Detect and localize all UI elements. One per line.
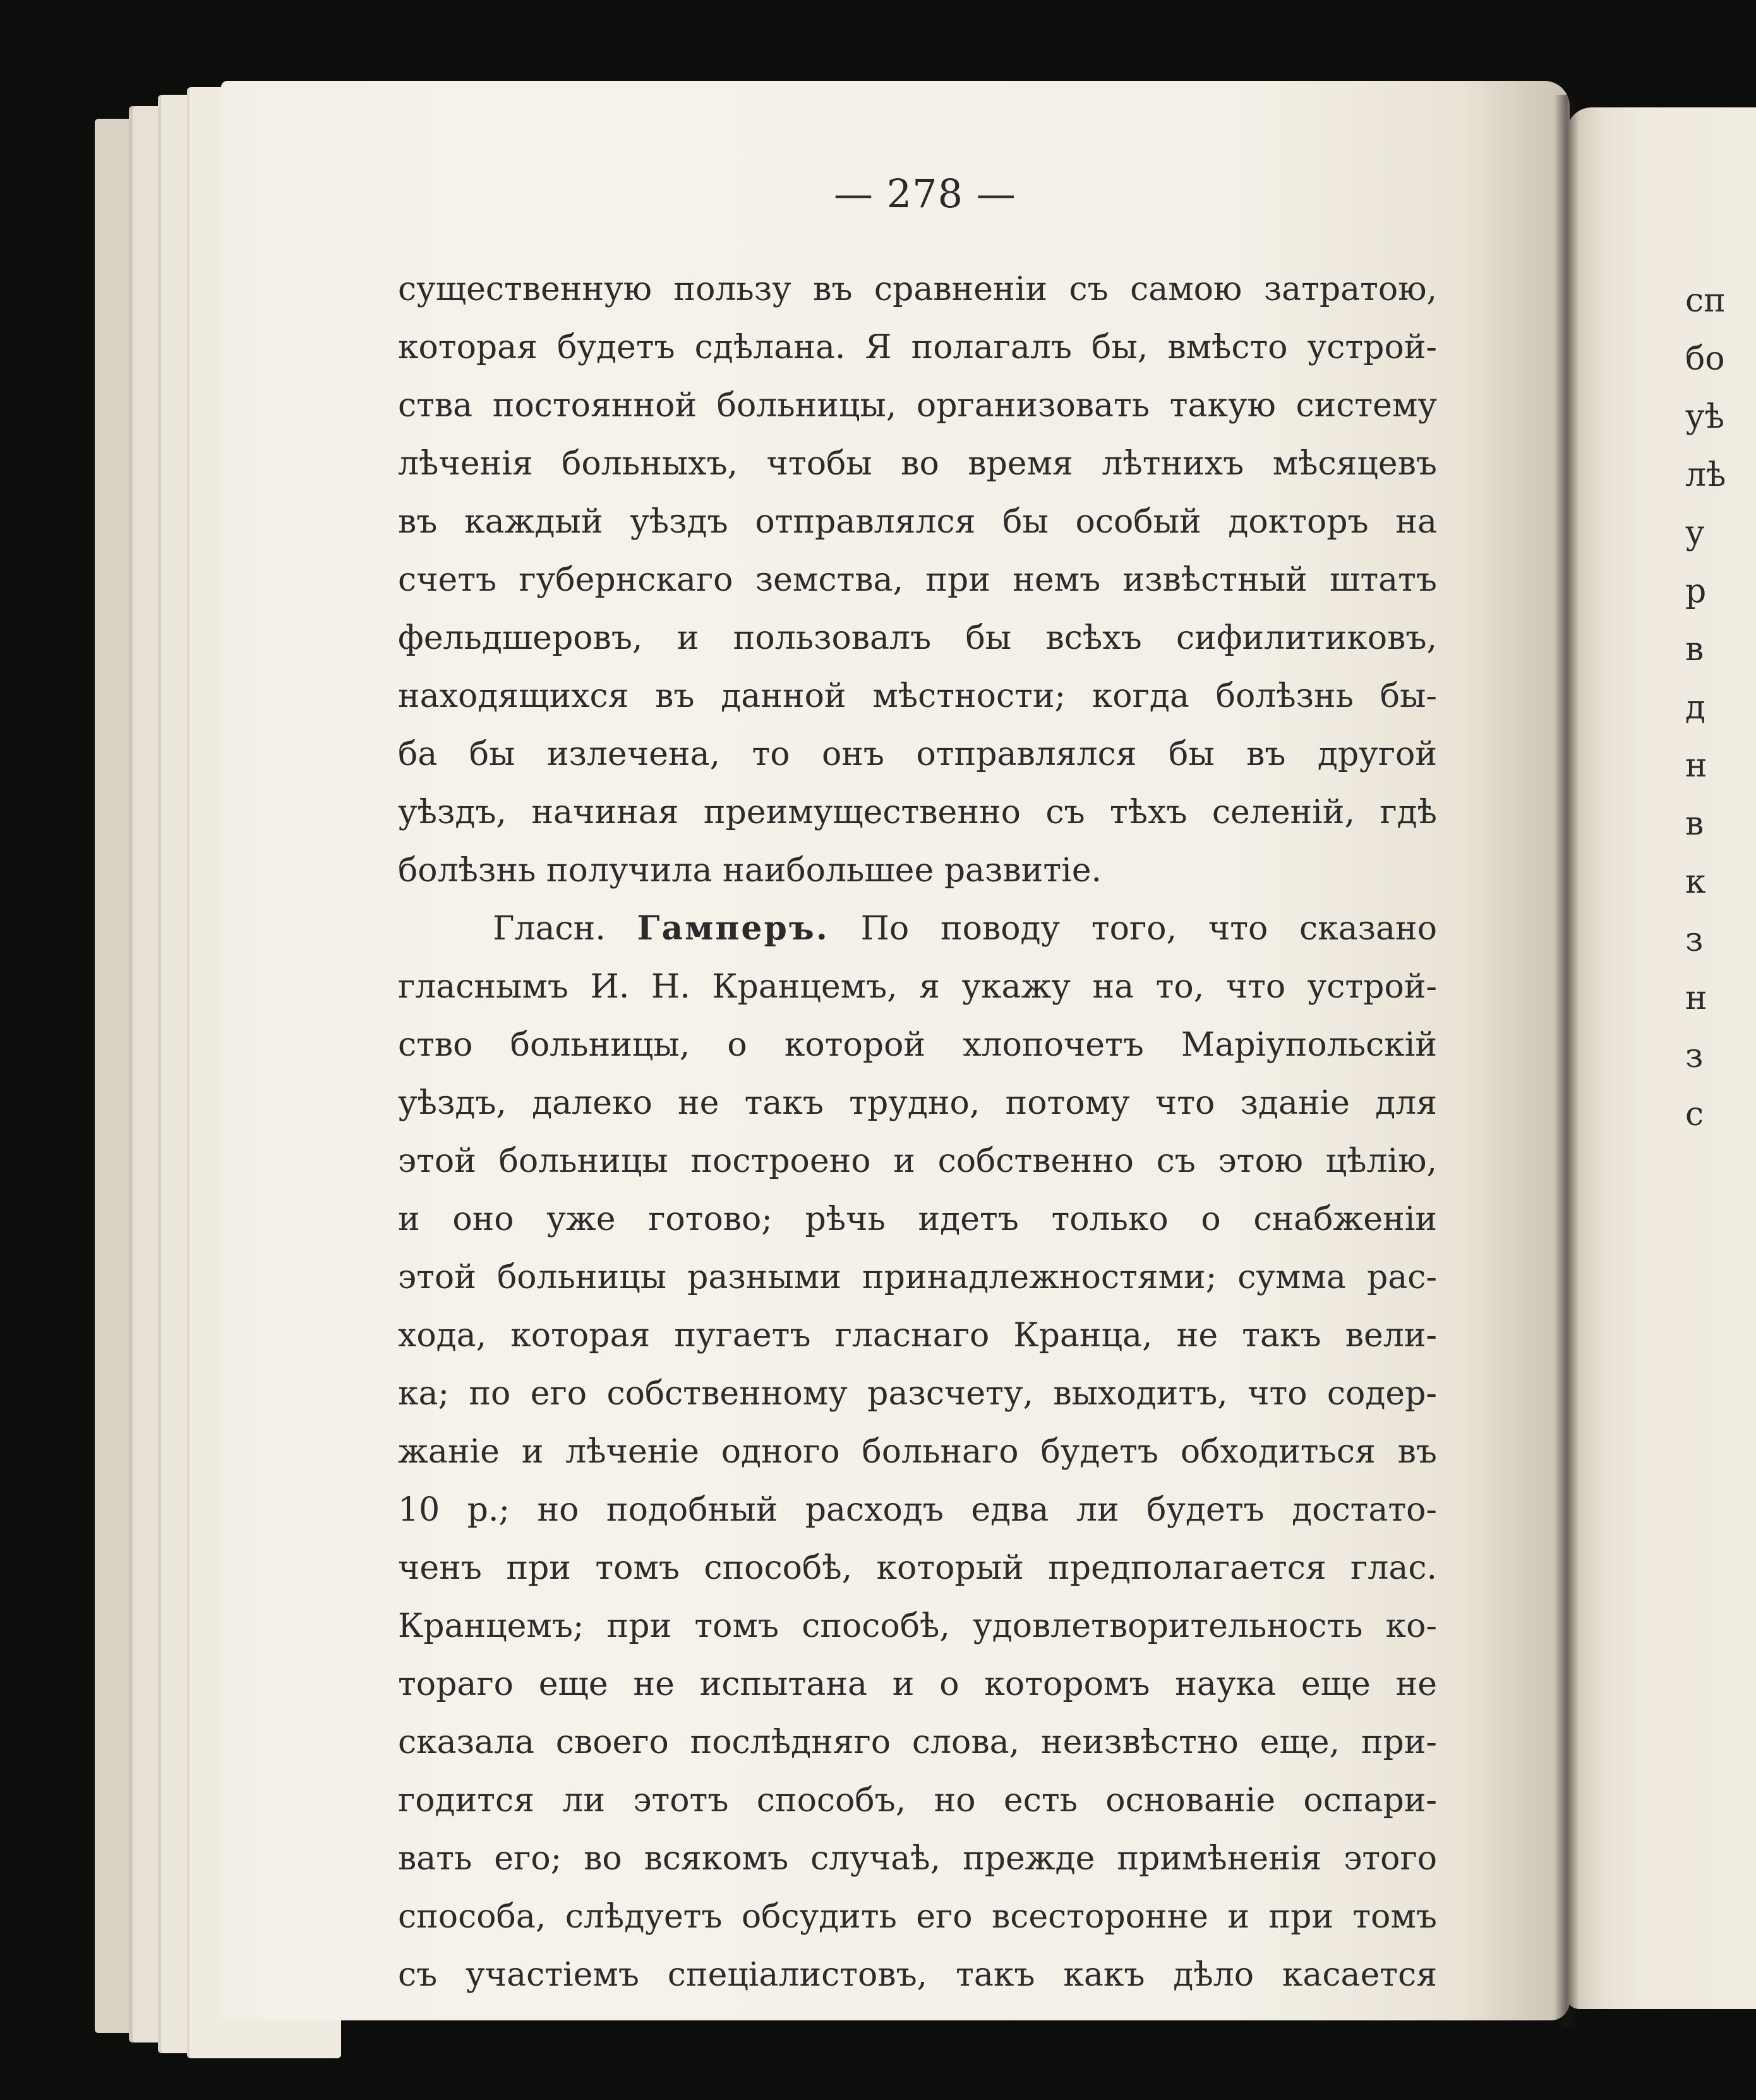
text-line: этой больницы разными принадлежностями; сумма рас- (398, 1258, 1437, 1296)
right-page-fragment: к (1685, 863, 1706, 901)
right-page-fragment: лѣ (1685, 456, 1726, 494)
right-page-fragment: у (1685, 514, 1705, 552)
text-line: счетъ губернскаго земства, при немъ извѣстный штатъ (398, 561, 1437, 599)
text-line: существенную пользу въ сравненіи съ самою затратою, (398, 270, 1437, 308)
book-gutter (1554, 95, 1579, 2028)
right-page-fragment: с (1685, 1095, 1704, 1133)
speech-first-line (398, 900, 1437, 958)
page-body (398, 260, 1437, 2004)
text-line: которая будетъ сдѣлана. Я полагалъ бы, вмѣсто устрой- (398, 329, 1437, 366)
text-line: ченъ при томъ способѣ, который предполагается глас. (398, 1549, 1437, 1587)
text-line: годится ли этотъ способъ, но есть основаніе оспари- (398, 1782, 1437, 1819)
text-line: уѣздъ, далеко не такъ трудно, потому что зданіе для (398, 1084, 1437, 1122)
right-page-fragment: д (1685, 689, 1706, 727)
text-line: хода, которая пугаетъ гласнаго Кранца, не такъ вели- (398, 1317, 1437, 1355)
text-line: съ участіемъ спеціалистовъ, такъ какъ дѣло касается (398, 1956, 1437, 1994)
text-line: 10 р.; но подобный расходъ едва ли будетъ достато- (398, 1491, 1437, 1529)
right-page-fragment: з (1685, 921, 1704, 959)
right-page (1567, 107, 1756, 2009)
right-page-fragment: в (1685, 631, 1704, 668)
text-line: способа, слѣдуетъ обсудить его всесторонне и при томъ (398, 1898, 1437, 1936)
text-line: жаніе и лѣченіе одного больнаго будетъ обходиться въ (398, 1433, 1437, 1471)
right-page-text (1685, 272, 1726, 1144)
text-line: этой больницы построено и собственно съ этою цѣлію, (398, 1142, 1437, 1180)
text-line: въ каждый уѣздъ отправлялся бы особый докторъ на (398, 503, 1437, 541)
text-line: уѣздъ, начиная преимущественно съ тѣхъ селеній, гдѣ (398, 794, 1437, 831)
right-page-fragment: н (1685, 747, 1707, 785)
text-line: лѣченія больныхъ, чтобы во время лѣтнихъ мѣсяцевъ (398, 445, 1437, 483)
right-page-fragment: н (1685, 979, 1707, 1017)
right-page-fragment: з (1685, 1037, 1704, 1075)
speech-prefix: Гласн. (493, 910, 606, 948)
text-line: ка; по его собственному разсчету, выходитъ, что содер- (398, 1375, 1437, 1413)
text-line: Кранцемъ; при томъ способѣ, удовлетворительность ко- (398, 1607, 1437, 1645)
text-line: болѣзнь получила наибольшее развитіе. (398, 852, 1102, 890)
text-line: и оно уже готово; рѣчь идетъ только о снабженіи (398, 1200, 1437, 1238)
text-line: фельдшеровъ, и пользовалъ бы всѣхъ сифилитиковъ, (398, 619, 1437, 657)
text-line: ба бы излечена, то онъ отправлялся бы въ другой (398, 735, 1437, 773)
right-page-fragment: уѣ (1685, 398, 1724, 436)
speech-first-line-text: По поводу того, что сказано (860, 910, 1437, 948)
right-page-fragment: бо (1685, 340, 1725, 378)
right-page-fragment: сп (1685, 282, 1726, 320)
text-line: ства постоянной больницы, организовать такую систему (398, 387, 1437, 425)
right-page-fragment: р (1685, 572, 1707, 610)
text-line: ство больницы, о которой хлопочетъ Маріупольскій (398, 1026, 1437, 1064)
text-line: сказала своего послѣдняго слова, неизвѣстно еще, при- (398, 1723, 1437, 1761)
text-line: тораго еще не испытана и о которомъ наука еще не (398, 1665, 1437, 1703)
text-line: гласнымъ И. Н. Кранцемъ, я укажу на то, что устрой- (398, 968, 1437, 1006)
right-page-fragment: в (1685, 805, 1704, 843)
speaker-name: Гамперъ. (637, 909, 829, 948)
text-line: находящихся въ данной мѣстности; когда болѣзнь бы- (398, 677, 1437, 715)
text-line: вать его; во всякомъ случаѣ, прежде примѣненія этого (398, 1840, 1437, 1878)
page-number: — 278 — (834, 171, 1016, 217)
